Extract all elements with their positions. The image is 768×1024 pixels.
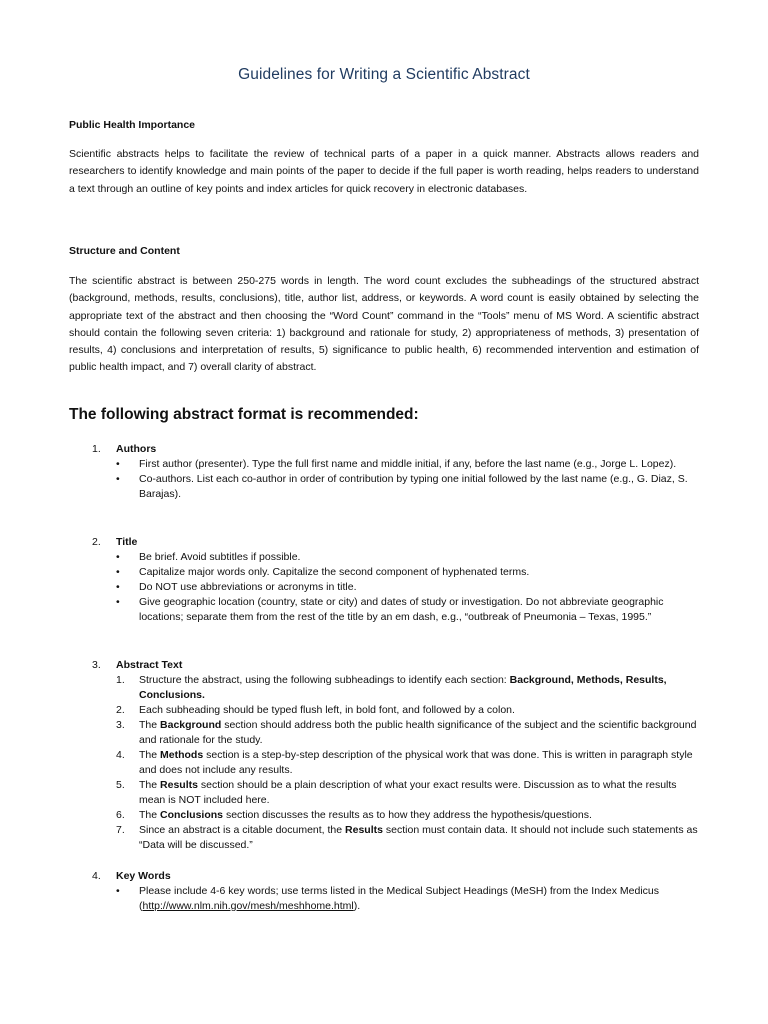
- authors-title: Authors: [116, 443, 157, 455]
- list-item: • Please include 4-6 key words; use terms listed in the Medical Subject Headings (MeSH) from the Index Medicus (http://www.nlm.nih.gov/mesh/meshhome.html).: [92, 884, 702, 914]
- list-item: • Do NOT use abbreviations or acronyms in title.: [92, 580, 702, 595]
- list-item: 3. The Background section should address both the public health significance of the subject and the scientific background and rationale for the study.: [116, 719, 697, 746]
- list-item: 7. Since an abstract is a citable document, the Results section must contain data. It should not include such statements as “Data will be discussed.”: [116, 824, 698, 851]
- list-item: • Give geographic location (country, state or city) and dates of study or investigation. Do not abbreviate geographic locations; separate them from the rest of the title by an em dash, e.g., “outbreak of Pneumonia – Texas, 1995.”: [92, 595, 702, 625]
- list-item: • Co-authors. List each co-author in order of contribution by typing one initial followed by the last name (e.g., G. Diaz, S. Barajas).: [92, 472, 702, 502]
- format-heading: The following abstract format is recommended:: [69, 406, 419, 423]
- list-item: 5. The Results section should be a plain description of what your exact results were. Discussion as to what the results mean is NOT included here.: [116, 779, 677, 806]
- title-section: [92, 535, 702, 625]
- section-number: 3.: [92, 659, 101, 671]
- abstract-text-section: [92, 658, 702, 853]
- section-number: 4.: [92, 870, 101, 882]
- section-number: 1.: [92, 443, 101, 455]
- structure-paragraph: The scientific abstract is between 250-275 words in length. The word count excludes the subheadings of the structured abstract (background, methods, results, conclusions), title, author list, address, or keywords. A word count is easily obtained by selecting the appropriate text of the abstract and then choosing the “Word Count” command in the “Tools” menu of MS Word. A scientific abstract should contain the following seven criteria: 1) background and rationale for study, 2) appropriateness of methods, 3) presentation of results, 4) conclusions and interpretation of results, 5) significance to public health, 6) recommended intervention and estimation of public health impact, and 7) overall clarity of abstract.: [69, 275, 699, 374]
- list-item: • Be brief. Avoid subtitles if possible.: [92, 550, 702, 565]
- key-words-section: [92, 869, 702, 914]
- mesh-link[interactable]: http://www.nlm.nih.gov/mesh/meshhome.html: [142, 900, 354, 912]
- document-title: Guidelines for Writing a Scientific Abstract: [238, 66, 530, 83]
- list-item: 2. Each subheading should be typed flush left, in bold font, and followed by a colon.: [116, 704, 515, 716]
- list-item: 4. The Methods section is a step-by-step description of the physical work that was done. This is written in paragraph style and does not include any results.: [116, 749, 693, 776]
- public-health-heading: Public Health Importance: [69, 119, 196, 131]
- section-number: 2.: [92, 536, 101, 548]
- title-section-title: Title: [116, 536, 138, 548]
- list-item: 6. The Conclusions section discusses the results as to how they address the hypothesis/questions.: [116, 809, 592, 821]
- key-words-title: Key Words: [116, 870, 171, 882]
- authors-section: [92, 442, 702, 502]
- list-item: 1. Structure the abstract, using the following subheadings to identify each section: Background, Methods, Results, Conclusions.: [116, 674, 667, 701]
- list-item: • Capitalize major words only. Capitalize the second component of hyphenated terms.: [92, 565, 702, 580]
- list-item: • First author (presenter). Type the full first name and middle initial, if any, before the last name (e.g., Jorge L. Lopez).: [92, 457, 702, 472]
- abstract-text-title: Abstract Text: [116, 659, 183, 671]
- public-health-paragraph: Scientific abstracts helps to facilitate the review of technical parts of a paper in a quick manner. Abstracts allows readers and researchers to identify knowledge and main points of the paper to decide if the full paper is worth reading, helps readers to understand a text through an outline of key points and index articles for quick recovery in electronic databases.: [69, 148, 699, 195]
- structure-heading: Structure and Content: [69, 245, 180, 257]
